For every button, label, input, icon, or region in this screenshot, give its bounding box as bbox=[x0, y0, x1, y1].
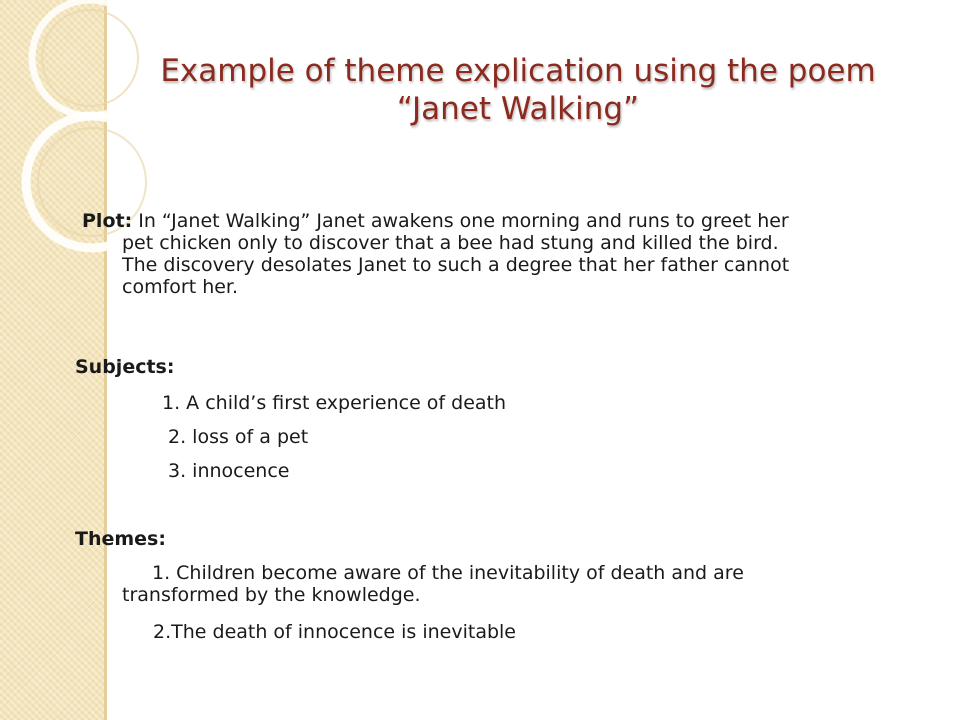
plot-paragraph bbox=[82, 210, 902, 298]
subjects-heading: Subjects: bbox=[75, 356, 175, 378]
theme-item-1 bbox=[122, 562, 882, 606]
subject-item-1: 1. A child’s first experience of death bbox=[162, 392, 507, 414]
title-line-1: Example of theme explication using the poem bbox=[160, 53, 876, 89]
title-line-2: “Janet Walking” bbox=[396, 91, 640, 127]
plot-text-line-1: In “Janet Walking” Janet awakens one morning and runs to greet her bbox=[138, 210, 789, 232]
plot-text-line-2: pet chicken only to discover that a bee had stung and killed the bird. bbox=[122, 232, 779, 254]
plot-label: Plot: bbox=[82, 210, 133, 232]
theme-item-1-line-2: transformed by the knowledge. bbox=[122, 584, 421, 606]
subject-item-2: 2. loss of a pet bbox=[168, 426, 309, 448]
plot-text-line-4: comfort her. bbox=[122, 276, 239, 298]
theme-item-2: 2.The death of innocence is inevitable bbox=[153, 621, 516, 643]
plot-first-line bbox=[82, 210, 902, 232]
subject-item-3: 3. innocence bbox=[168, 460, 290, 482]
slide-title bbox=[150, 52, 886, 128]
plot-text-line-3: The discovery desolates Janet to such a degree that her father cannot bbox=[122, 254, 790, 276]
theme-item-1-line-1: 1. Children become aware of the inevitability of death and are bbox=[152, 562, 744, 584]
themes-heading: Themes: bbox=[75, 528, 166, 550]
